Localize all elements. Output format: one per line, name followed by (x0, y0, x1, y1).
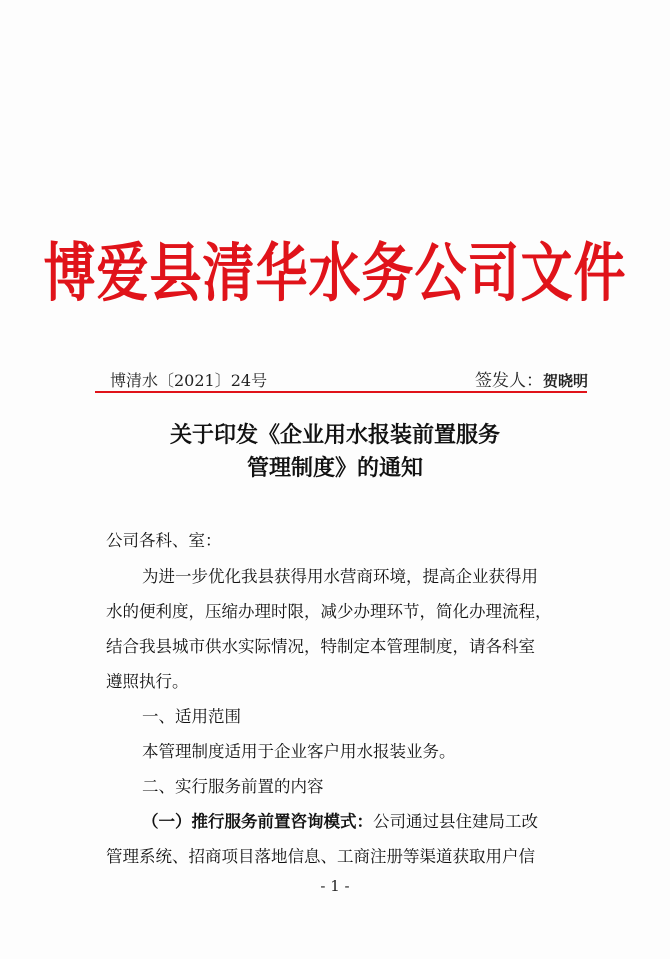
section-1-text: 本管理制度适用于企业客户用水报装业务。 (142, 742, 456, 761)
item-1-label: （一）推行服务前置咨询模式： (142, 812, 373, 831)
salutation: 公司各科、室： (106, 531, 222, 550)
document-number: 博清水〔2021〕24号 (110, 371, 268, 390)
notice-title-line-2: 管理制度》的通知 (246, 455, 423, 481)
notice-title-line-1: 关于印发《企业用水报装前置服务 (169, 422, 500, 448)
intro-line-3: 结合我县城市供水实际情况，特制定本管理制度，请各科室 (106, 637, 535, 656)
intro-line-1: 为进一步优化我县获得用水营商环境，提高企业获得用 (142, 567, 538, 586)
section-1-heading: 一、适用范围 (142, 707, 241, 726)
signer-label: 签发人： (474, 371, 543, 391)
signer-block (475, 366, 588, 391)
item-1-line (142, 808, 642, 832)
red-divider-line (95, 391, 587, 393)
item-1-text: 公司通过县住建局工改 (373, 812, 538, 831)
item-1-continuation: 管理系统、招商项目落地信息、工商注册等渠道获取用户信 (106, 847, 535, 866)
page-number: - 1 - (320, 877, 350, 895)
masthead-title: 博爱县清华水务公司文件 (43, 236, 627, 312)
intro-line-2: 水的便利度，压缩办理时限，减少办理环节，简化办理流程， (106, 602, 552, 621)
intro-line-4: 遵照执行。 (106, 672, 189, 691)
section-2-heading: 二、实行服务前置的内容 (142, 777, 324, 796)
signer-name: 贺晓明 (542, 372, 588, 390)
